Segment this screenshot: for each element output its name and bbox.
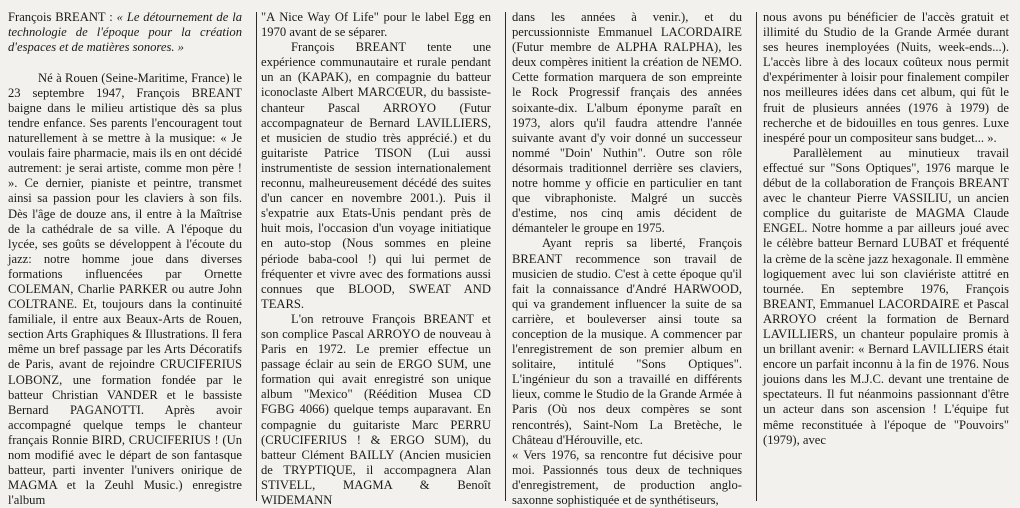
text-column-4 — [757, 10, 1009, 501]
article-lead — [8, 10, 242, 56]
paragraph: François BREANT tente une expérience communautaire et rurale pendant un an (KAPAK), en compagnie du batteur iconoclaste Albert MARCŒUR, du bassiste-chanteur Pascal ARROYO (Futur accompagnateur de Bernard LAVILLIERS, et musicien de studio très apprécié.) et du guitariste Patrice TISON (Lui aussi instrumentiste de session internationalement reconnu, malheureusement décédé des suites d'un cancer en novembre 2001.). Puis il s'expatrie aux Etats-Unis pendant près de huit mois, l'occasion d'un voyage initiatique en auto-stop (Nous sommes en pleine période baba-cool !) qui lui permet de fréquenter et vivre avec des formations aussi connues que BLOOD, SWEAT AND TEARS. — [261, 40, 491, 311]
text-column-3 — [506, 10, 756, 507]
paragraph-spacer — [8, 56, 242, 71]
column-layout — [8, 10, 1012, 508]
paragraph: Né à Rouen (Seine-Maritime, France) le 23 septembre 1947, François BREANT baigne dans le milieu artistique dès sa plus tendre enfance. Ses parents l'encouragent tout naturellement à se mettre à la musique: « Je voulais faire pharmacie, mais ils en ont décidé autrement: je serai artiste, comme mon père ! ». Ce dernier, pianiste et peintre, transmet ainsi sa passion pour les claviers à son fils. Dès l'âge de douze ans, il entre à la Maîtrise de la cathédrale de sa ville. A l'époque du lycée, ses goûts se développent à l'écoute du jazz: notre homme joue dans diverses formations influencées par Ornette COLEMAN, Charlie PARKER ou autre John COLTRANE. Et, toujours dans la continuité familiale, il entre aux Beaux-Arts de Rouen, section Arts Graphiques & Illustrations. Il fera même un bref passage par les Arts Décoratifs de Paris, avant de rejoindre CRUCIFERIUS LOBONZ, une formation fondée par le batteur Christian VANDER et le bassiste Bernard PAGANOTTI. Après avoir accompagné quelque temps le chanteur français Ronnie BIRD, CRUCIFERIUS ! (Un nom modifié avec le départ de son fantasque batteur, parti inventer l'univers onirique de MAGMA et la Zeuhl Music.) enregistre l'album — [8, 70, 242, 508]
paragraph: L'on retrouve François BREANT et son complice Pascal ARROYO de nouveau à Paris en 1972. Le premier effectue un passage éclair au sein de ERGO SUM, une formation qui avait enregistré son unique album "Mexico" (Réédition Musea CD FGBG 4066) quelque temps auparavant. En compagnie du guitariste Marc PERRU (CRUCIFERIUS ! & ERGO SUM), du batteur Clément BAILLY (Ancien musicien de TRYPTIQUE, il accompagnera Alan STIVELL, MAGMA & Benoît WIDEMANN — [261, 311, 491, 507]
lead-quote: « Le détournement de la technologie de l'époque pour la création d'espaces et de matières sonores. » — [8, 10, 242, 55]
paragraph: Ayant repris sa liberté, François BREANT recommence son travail de musicien de studio. C'est à cette époque qu'il fait la connaissance d'André HARWOOD, qui va grandement influencer la suite de sa carrière, et bouleverser ainsi toute sa conception de la musique. A commencer par l'enregistrement de son premier album en solitaire, intitulé "Sons Optiques". L'ingénieur du son a travaillé en différents lieux, comme le Studio de la Grande Armée à Paris (Où nos deux compères se sont rencontrés), Saint-Nom La Bretèche, le Château d'Hérouville, etc. — [512, 236, 742, 447]
text-column-2 — [257, 10, 505, 507]
paragraph: « Vers 1976, sa rencontre fut décisive pour moi. Passionnés tous deux de techniques d'enregistrement, de production anglo-saxonne sophistiquée et de synthétiseurs, — [512, 447, 742, 507]
lead-name: François BREANT : — [8, 10, 117, 24]
paragraph: "A Nice Way Of Life" pour le label Egg en 1970 avant de se séparer. — [261, 10, 491, 40]
paragraph: Parallèlement au minutieux travail effectué sur "Sons Optiques", 1976 marque le début de la collaboration de François BREANT avec le chanteur Pierre VASSILIU, un ancien complice du guitariste de MAGMA Claude ENGEL. Notre homme a par ailleurs joué avec le célèbre batteur Bernard LUBAT et fréquenté la crème de la scène jazz hexagonale. Il emmène logiquement avec lui son claviériste attitré en tournée. En septembre 1976, François BREANT, Emmanuel LACORDAIRE et Pascal ARROYO créent la formation de Bernard LAVILLIERS, un chanteur populaire promis à un brillant avenir: « Bernard LAVILLIERS était encore un parfait inconnu à la fin de 1976. Nous jouions dans les M.J.C. devant une trentaine de spectateurs. Il fut néanmoins passionnant d'être un acteur dans son ascension ! L'équipe fut même reconstituée à l'époque de "Pouvoirs" (1979), avec — [763, 145, 1009, 447]
paragraph: dans les années à venir.), et du percussionniste Emmanuel LACORDAIRE (Futur membre de ALPHA RALPHA), les deux compères initient la création de NEMO. Cette formation marquera de son empreinte le Rock Progressif français des années soixante-dix. L'album éponyme paraît en 1973, alors qu'il faudra attendre l'année suivante avant d'y voir donné un successeur nommé "Doin' Nuthin". Outre son rôle désormais traditionnel derrière ses claviers, notre homme y officie en particulier en tant que vibraphoniste. Malgré un succès d'estime, nos cinq amis décident de démanteler le groupe en 1975. — [512, 10, 742, 236]
text-column-1 — [8, 10, 256, 508]
paragraph: nous avons pu bénéficier de l'accès gratuit et illimité du Studio de la Grande Armée durant ses heures inemployées (Nuits, week-ends...). L'accès libre à des locaux coûteux nous permit d'expérimenter à loisir pour finalement compiler nos meilleures idées dans cet album, qui fût le fruit de plusieurs années (1976 à 1979) de recherche et de bidouilles en tous genres. Luxe inespéré pour un compositeur sans budget... ». — [763, 10, 1009, 145]
